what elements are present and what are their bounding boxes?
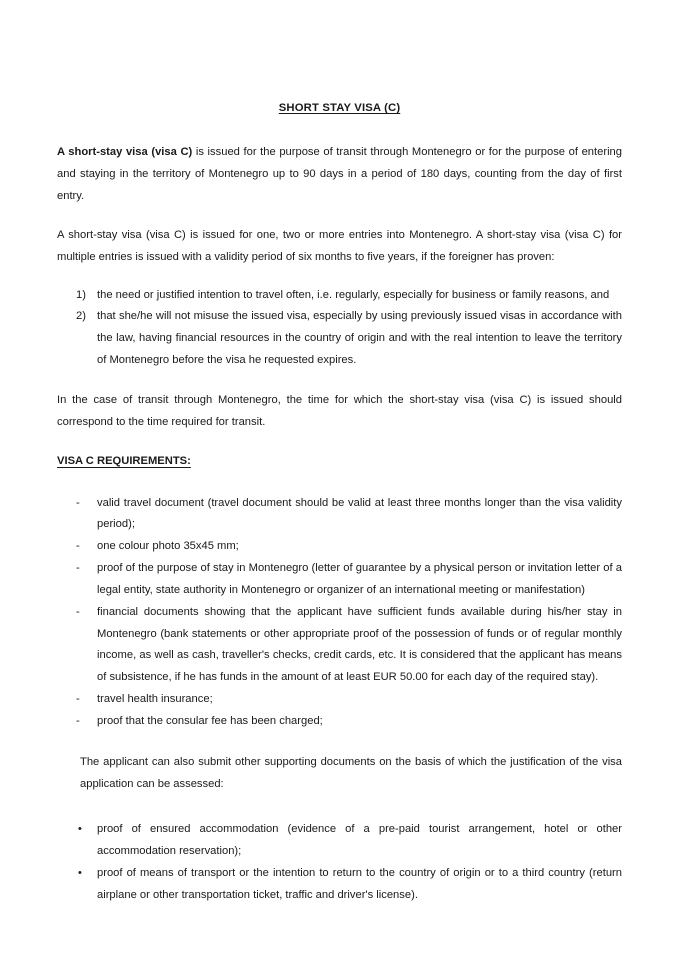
- list-item-text: valid travel document (travel document should be valid at least three months longer than the visa validity period);: [97, 496, 622, 531]
- requirements-list: [57, 493, 622, 733]
- list-item: [76, 602, 622, 689]
- list-marker: -: [76, 693, 80, 706]
- list-item-text: proof that the consular fee has been charged;: [97, 714, 323, 727]
- list-item-text: one colour photo 35x45 mm;: [97, 540, 239, 553]
- list-marker: -: [76, 496, 80, 509]
- bullet-icon: •: [78, 823, 82, 836]
- list-item: [76, 711, 622, 733]
- list-item: [76, 306, 622, 372]
- supporting-documents-intro: The applicant can also submit other supporting documents on the basis of which the justification of the visa application can be assessed:: [80, 755, 622, 790]
- list-item-text: proof of ensured accommodation (evidence of a pre-paid tourist arrangement, hotel or other accommodation reservation);: [97, 823, 622, 858]
- transit-paragraph: In the case of transit through Montenegro, the time for which the short-stay visa (visa C) is issued should correspond to the time required for transit.: [57, 393, 622, 428]
- list-item-text: that she/he will not misuse the issued visa, especially by using previously issued visas in accordance with the law, having financial resources in the country of origin and with the real intention to leave the territory of Montenegro before the visa he requested expires.: [97, 310, 622, 367]
- list-item: [76, 536, 622, 558]
- page-title: [57, 100, 622, 116]
- list-marker: 2): [76, 310, 86, 323]
- page-title-text: SHORT STAY VISA (C): [278, 102, 401, 114]
- list-marker: -: [76, 605, 80, 618]
- requirements-heading-text: VISA C REQUIREMENTS:: [57, 454, 191, 467]
- list-item: [76, 558, 622, 602]
- requirements-heading: [57, 451, 622, 473]
- list-item-text: travel health insurance;: [97, 693, 213, 706]
- section-spacer: [57, 743, 622, 752]
- supporting-documents-list: [57, 819, 622, 906]
- list-item-text: proof of means of transport or the intention to return to the country of origin or to a third country (return airplane or other transportation ticket, traffic and driver's license).: [97, 867, 622, 901]
- bullet-icon: •: [78, 867, 82, 880]
- document-content: [57, 100, 622, 907]
- list-item: [78, 863, 622, 907]
- list-item-text: the need or justified intention to travel often, i.e. regularly, especially for business or family reasons, and: [97, 288, 610, 301]
- list-item-text: proof of the purpose of stay in Montenegro (letter of guarantee by a physical person or invitation letter of a legal entity, state authority in Montenegro or organizer of an international meeting or manifestation): [97, 562, 622, 596]
- list-item-text: financial documents showing that the applicant have sufficient funds available during his/her stay in Montenegro (bank statements or other appropriate proof of the possession of funds or of regular monthly income, as well as cash, traveller's checks, credit cards, etc. It is considered that the applicant has means of subsistence, if he has funds in the amount of at least EUR 50.00 for each day of the required stay).: [97, 605, 622, 684]
- list-marker: -: [76, 562, 80, 575]
- list-item: [76, 285, 622, 307]
- proven-conditions-list: [57, 285, 622, 372]
- intro-paragraph: [57, 142, 622, 208]
- list-item: [78, 819, 622, 863]
- list-marker: -: [76, 540, 80, 553]
- entries-paragraph: A short-stay visa (visa C) is issued for one, two or more entries into Montenegro. A short-stay visa (visa C) for multiple entries is issued with a validity period of six months to five years, if the foreigner has proven:: [57, 228, 622, 263]
- intro-paragraph-rest: is issued for the purpose of transit through Montenegro or for the purpose of entering and staying in the territory of Montenegro up to 90 days in a period of 180 days, counting from the day of first entry.: [57, 146, 622, 203]
- intro-bold-lead: A short-stay visa (visa C): [57, 146, 193, 159]
- list-item: [76, 689, 622, 711]
- list-marker: 1): [76, 288, 86, 301]
- list-item: [76, 493, 622, 537]
- list-marker: -: [76, 714, 80, 727]
